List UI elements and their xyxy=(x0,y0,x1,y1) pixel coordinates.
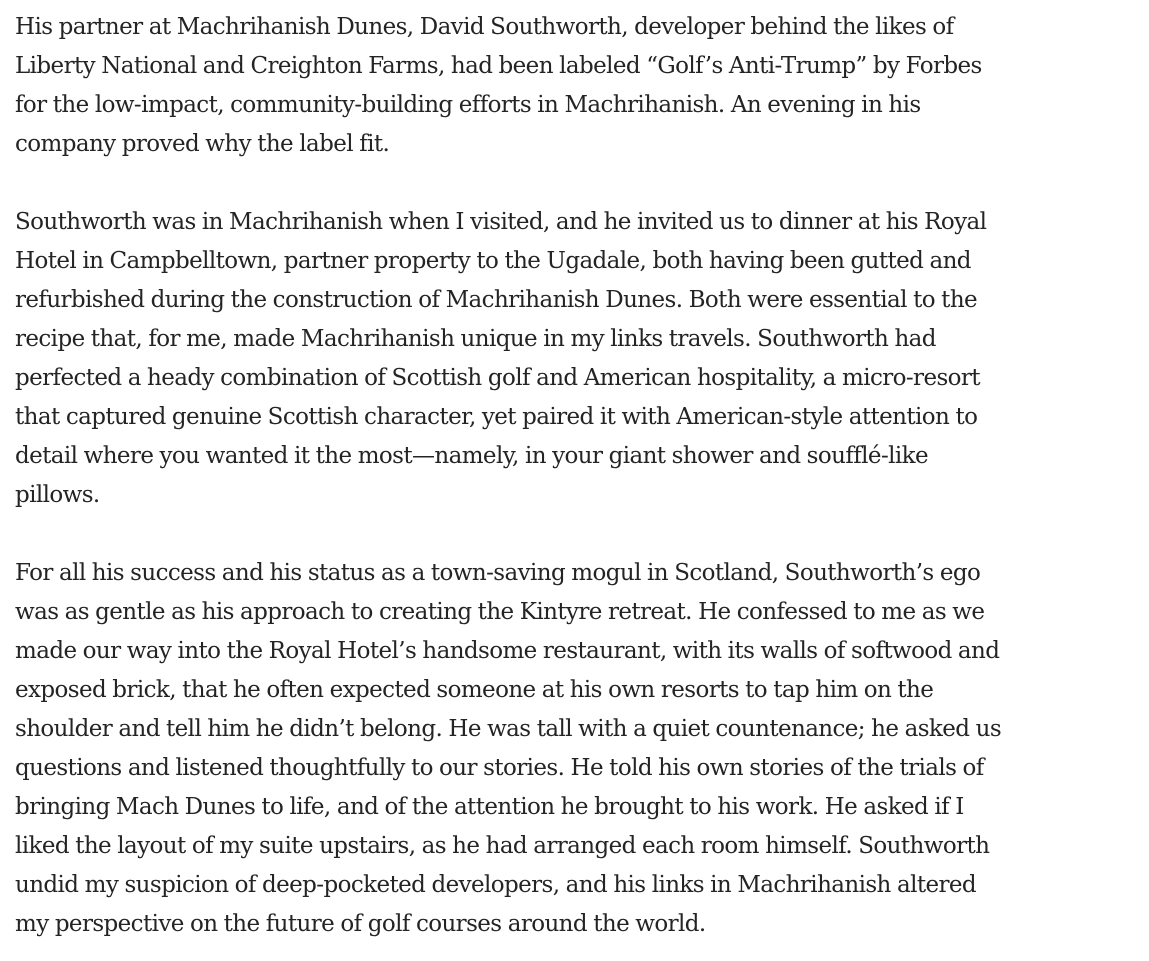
text-line: bringing Mach Dunes to life, and of the attention he brought to his work. He asked if I xyxy=(15,794,964,820)
paragraph-3 xyxy=(15,554,1140,944)
paragraph-2 xyxy=(15,203,1140,515)
article-body xyxy=(15,8,1140,944)
text-line: liked the layout of my suite upstairs, as he had arranged each room himself. Southworth xyxy=(15,833,990,859)
text-line: pillows. xyxy=(15,482,100,508)
text-line: perfected a heady combination of Scottish golf and American hospitality, a micro-resort xyxy=(15,365,980,391)
text-line: detail where you wanted it the most—namely, in your giant shower and soufflé-like xyxy=(15,443,928,469)
paragraph-1 xyxy=(15,8,1140,164)
text-line: refurbished during the construction of Machrihanish Dunes. Both were essential to the xyxy=(15,287,978,313)
text-line: my perspective on the future of golf courses around the world. xyxy=(15,911,706,937)
text-line: Hotel in Campbelltown, partner property to the Ugadale, both having been gutted and xyxy=(15,248,971,274)
text-line: Liberty National and Creighton Farms, had been labeled “Golf’s Anti-Trump” by Forbes xyxy=(15,53,982,79)
text-line: that captured genuine Scottish character, yet paired it with American-style attention to xyxy=(15,404,978,430)
text-line: undid my suspicion of deep-pocketed developers, and his links in Machrihanish altered xyxy=(15,872,977,898)
text-line: exposed brick, that he often expected someone at his own resorts to tap him on the xyxy=(15,677,934,703)
text-line: was as gentle as his approach to creating the Kintyre retreat. He confessed to me as we xyxy=(15,599,985,625)
text-line: For all his success and his status as a town-saving mogul in Scotland, Southworth’s ego xyxy=(15,560,981,586)
text-line: recipe that, for me, made Machrihanish unique in my links travels. Southworth had xyxy=(15,326,936,352)
text-line: company proved why the label fit. xyxy=(15,131,390,157)
text-line: questions and listened thoughtfully to our stories. He told his own stories of the trials of xyxy=(15,755,984,781)
text-line: for the low-impact, community-building efforts in Machrihanish. An evening in his xyxy=(15,92,921,118)
text-line: shoulder and tell him he didn’t belong. He was tall with a quiet countenance; he asked us xyxy=(15,716,1002,742)
text-line: His partner at Machrihanish Dunes, David Southworth, developer behind the likes of xyxy=(15,14,954,40)
text-line: made our way into the Royal Hotel’s handsome restaurant, with its walls of softwood and xyxy=(15,638,1000,664)
text-line: Southworth was in Machrihanish when I visited, and he invited us to dinner at his Royal xyxy=(15,209,987,235)
